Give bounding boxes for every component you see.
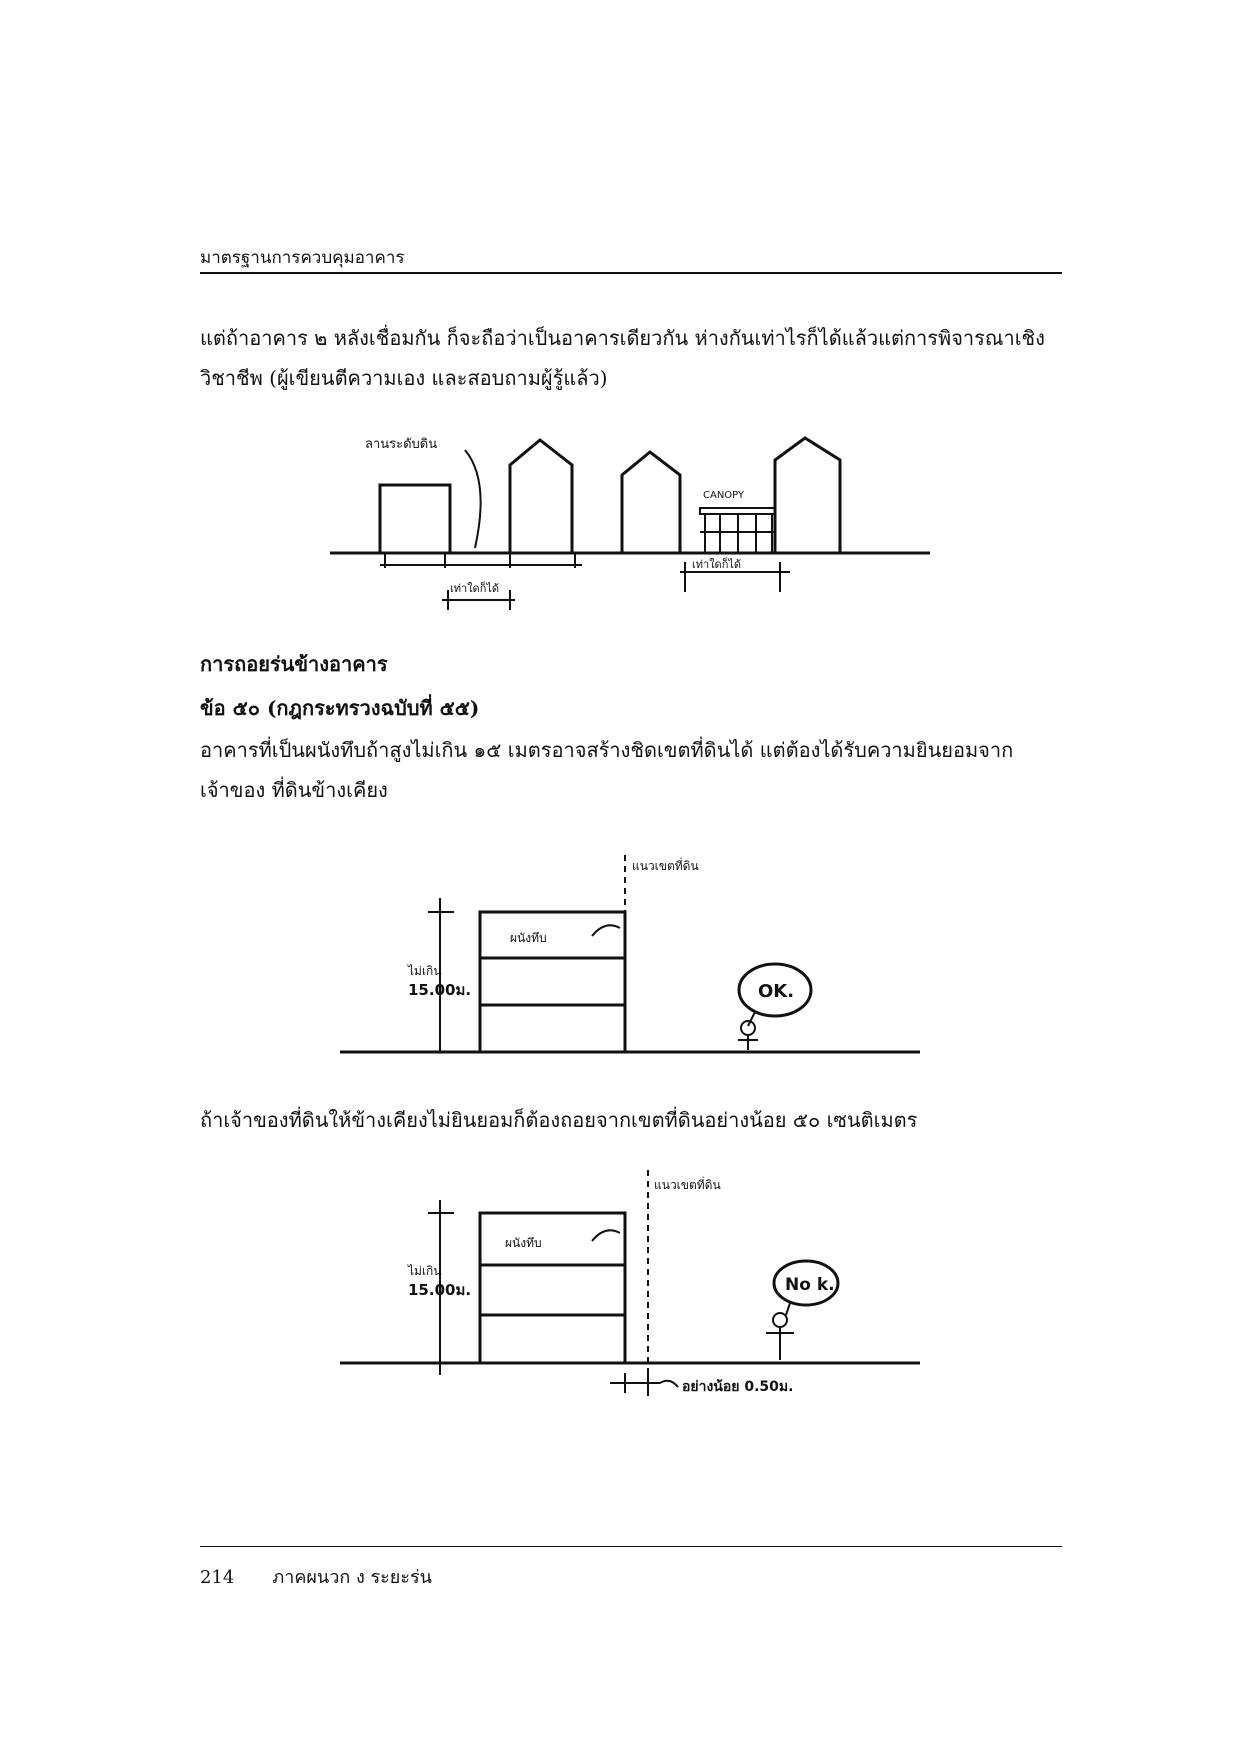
section-heading: การถอยร่นข้างอาคาร xyxy=(200,652,388,676)
paragraph-setback: ถ้าเจ้าของที่ดินให้ข้างเคียงไม่ยินยอมก็ต้องถอยจากเขตที่ดินอย่างน้อย ๕๐ เซนติเมตร xyxy=(200,1108,918,1132)
header-rule xyxy=(200,272,1062,274)
flat-building xyxy=(380,485,450,553)
paragraph-connected-buildings: แต่ถ้าอาคาร ๒ หลังเชื่อมกัน ก็จะถือว่าเป็นอาคารเดียวกัน ห่างกันเท่าไรก็ได้แล้วแต่การพิจารณาเชิงวิชาชีพ (ผู้เขียนตีความเอง และสอบถามผู้รู้แล้ว) xyxy=(200,326,1045,390)
figure-setback-required xyxy=(330,1165,930,1415)
clause-heading: ข้อ ๕๐ (กฎกระทรวงฉบับที่ ๕๕) xyxy=(200,696,480,720)
label-height-1: ไม่เกิน xyxy=(408,964,442,978)
footer-section: ภาคผนวก ง ระยะร่น xyxy=(272,1567,432,1588)
speech-text: OK. xyxy=(758,981,795,1002)
building-outline xyxy=(480,1213,625,1363)
building-outline xyxy=(480,912,625,1052)
label-boundary: แนวเขตที่ดิน xyxy=(632,859,699,873)
speech-text: No k. xyxy=(785,1275,835,1295)
label-wall: ผนังทึบ xyxy=(505,1236,542,1250)
canopy-roof xyxy=(700,508,775,514)
label-wall: ผนังทึบ xyxy=(510,931,547,945)
label-canopy: CANOPY xyxy=(703,490,745,501)
label-ground-gap: ลานระดับดิน xyxy=(365,437,438,452)
page-number: 214 xyxy=(200,1567,235,1588)
footer xyxy=(200,1562,432,1591)
footer-rule xyxy=(200,1546,1062,1547)
label-dim-left: เท่าใดก็ได้ xyxy=(450,582,500,595)
running-header: มาตรฐานการควบคุมอาคาร xyxy=(200,248,405,268)
paragraph-clause-50: อาคารที่เป็นผนังทึบถ้าสูงไม่เกิน ๑๕ เมตรอาจสร้างชิดเขตที่ดินได้ แต่ต้องได้รับความยินยอมจากเจ้าของ ที่ดินข้างเคียง xyxy=(200,738,1014,802)
label-boundary: แนวเขตที่ดิน xyxy=(654,1178,721,1192)
figure-connected-buildings xyxy=(320,420,940,620)
person-head xyxy=(773,1313,787,1327)
gable-building-left xyxy=(510,440,572,553)
label-height-2: 15.00ม. xyxy=(408,1281,472,1299)
gable-building-right xyxy=(775,438,840,553)
gable-building-small xyxy=(622,452,680,553)
person-head xyxy=(741,1021,755,1035)
figure-wall-on-boundary xyxy=(330,850,930,1080)
label-height-2: 15.00ม. xyxy=(408,981,472,999)
label-dim-right: เท่าใดก็ได้ xyxy=(692,558,742,571)
label-height-1: ไม่เกิน xyxy=(408,1264,442,1278)
label-setback: อย่างน้อย 0.50ม. xyxy=(682,1379,794,1395)
